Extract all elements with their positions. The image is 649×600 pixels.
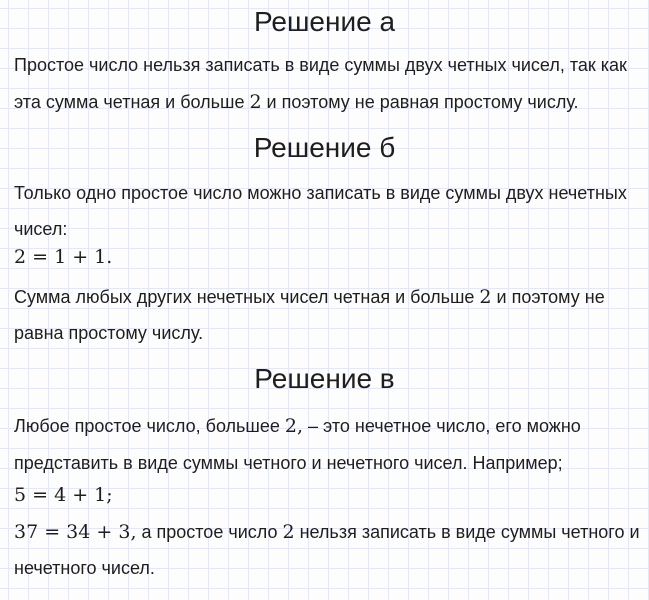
math-segment: 2 <box>479 286 492 308</box>
math-segment: 2, <box>284 415 304 437</box>
text-segment: и поэтому не равная простому числу. <box>261 92 579 112</box>
text-segment: Сумма любых других нечетных чисел четная и больше <box>14 287 480 307</box>
math-line <box>14 483 649 507</box>
text-segment: чисел: <box>14 219 68 239</box>
math-segment: 5 = 4 + 1; <box>14 484 113 506</box>
text-segment: представить в виде суммы четного и нечетного чисел. Например; <box>14 453 563 473</box>
text-segment: а простое число <box>136 522 283 542</box>
text-segment: равна простому числу. <box>14 323 204 343</box>
text-segment: – это нечетное число, его можно <box>303 416 581 436</box>
text-line <box>14 53 649 77</box>
text-segment: Любое простое число, большее <box>14 416 285 436</box>
solution-b-heading: Решение б <box>253 132 396 163</box>
text-line <box>14 217 649 241</box>
solution-a-heading: Решение а <box>253 6 396 37</box>
text-line <box>14 556 649 580</box>
solution-v-heading: Решение в <box>254 363 395 394</box>
text-line <box>14 520 649 544</box>
text-line <box>14 321 649 345</box>
text-segment: и поэтому не <box>491 287 605 307</box>
text-segment: Простое число нельзя записать в виде суммы двух четных чисел, так как <box>14 55 627 75</box>
math-segment: 2 <box>282 521 295 543</box>
math-line <box>14 245 649 269</box>
math-segment: 2 = 1 + 1. <box>14 246 113 268</box>
text-segment: нельзя записать в виде суммы четного и <box>294 522 640 542</box>
text-line <box>14 451 649 475</box>
text-segment: эта сумма четная и больше <box>14 92 250 112</box>
text-segment: нечетного чисел. <box>14 558 155 578</box>
text-line <box>14 90 649 114</box>
text-segment: Только одно простое число можно записать в виде суммы двух нечетных <box>14 183 627 203</box>
math-segment: 2 <box>249 91 262 113</box>
text-line <box>14 414 649 438</box>
text-line <box>14 285 649 309</box>
math-segment: 37 = 34 + 3, <box>14 521 137 543</box>
text-line <box>14 181 649 205</box>
